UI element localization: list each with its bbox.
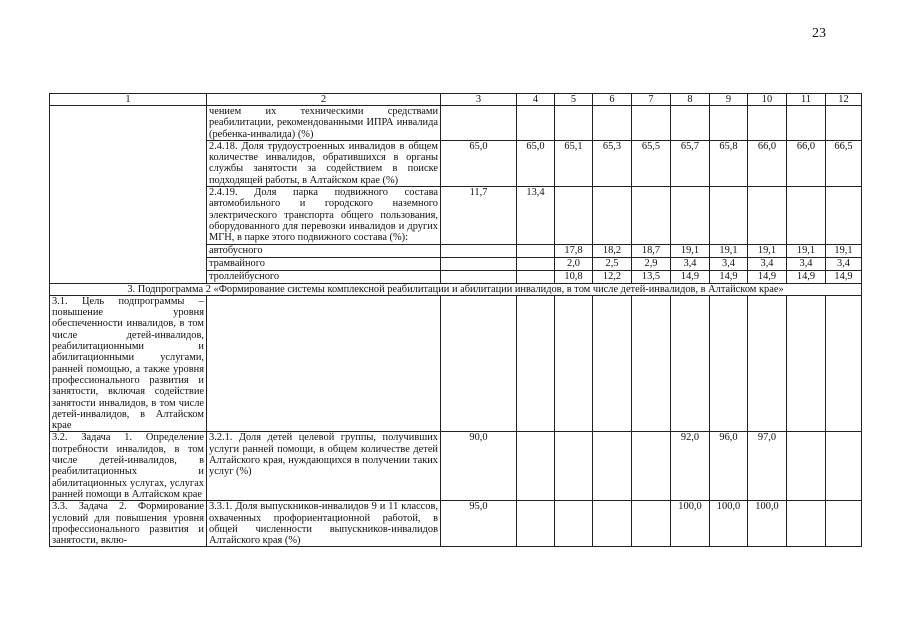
value-cell: [787, 501, 826, 547]
value-cell: 92,0: [671, 432, 710, 501]
value-cell: 90,0: [441, 432, 517, 501]
header-cell: 7: [632, 94, 671, 106]
header-cell: 8: [671, 94, 710, 106]
value-cell: 100,0: [671, 501, 710, 547]
value-cell: [632, 295, 671, 432]
value-cell: 66,5: [826, 140, 862, 186]
header-cell: 3: [441, 94, 517, 106]
section-row: [50, 283, 862, 295]
value-cell: 12,2: [593, 270, 632, 283]
table-row: [50, 432, 862, 501]
value-cell: [632, 187, 671, 244]
value-cell: [441, 295, 517, 432]
value-cell: 65,3: [593, 140, 632, 186]
section-title: 3. Подпрограмма 2 «Формирование системы комплексной реабилитации и абилитации инвалидов, в том числе детей-инвалидов, в Алтайском крае»: [50, 283, 862, 295]
value-cell: 3,4: [787, 257, 826, 270]
value-cell: [632, 432, 671, 501]
empty-goal-cell: [50, 106, 207, 284]
value-cell: 11,7: [441, 187, 517, 244]
value-cell: [826, 295, 862, 432]
header-cell: 4: [517, 94, 555, 106]
value-cell: 65,1: [555, 140, 593, 186]
value-cell: [517, 432, 555, 501]
indicators-table: [49, 93, 862, 547]
value-cell: [632, 106, 671, 141]
value-cell: 13,4: [517, 187, 555, 244]
value-cell: [710, 187, 748, 244]
value-cell: 14,9: [787, 270, 826, 283]
value-cell: 2,5: [593, 257, 632, 270]
value-cell: 97,0: [748, 432, 787, 501]
value-cell: 3,4: [826, 257, 862, 270]
value-cell: [555, 187, 593, 244]
header-row: [50, 94, 862, 106]
header-cell: 6: [593, 94, 632, 106]
value-cell: [787, 295, 826, 432]
header-cell: 12: [826, 94, 862, 106]
header-cell: 1: [50, 94, 207, 106]
table-row: [50, 501, 862, 547]
indicator-cell: чением их техническими средствами реабилитации, рекомендованными ИПРА инвалида (ребенка-инвалида) (%): [207, 106, 441, 141]
value-cell: [517, 501, 555, 547]
value-cell: 3,4: [671, 257, 710, 270]
value-cell: 3,4: [710, 257, 748, 270]
indicator-cell: троллейбусного: [207, 270, 441, 283]
header-cell: 5: [555, 94, 593, 106]
value-cell: 14,9: [826, 270, 862, 283]
value-cell: [555, 106, 593, 141]
value-cell: 65,8: [710, 140, 748, 186]
value-cell: 66,0: [748, 140, 787, 186]
value-cell: 2,9: [632, 257, 671, 270]
indicator-cell: автобусного: [207, 244, 441, 257]
value-cell: [517, 244, 555, 257]
value-cell: [441, 270, 517, 283]
value-cell: [441, 106, 517, 141]
value-cell: [593, 295, 632, 432]
value-cell: 2,0: [555, 257, 593, 270]
value-cell: [593, 106, 632, 141]
header-cell: 9: [710, 94, 748, 106]
value-cell: [593, 501, 632, 547]
value-cell: 19,1: [748, 244, 787, 257]
value-cell: 10,8: [555, 270, 593, 283]
value-cell: 19,1: [710, 244, 748, 257]
task-cell: 3.2. Задача 1. Определение потребности инвалидов, в том числе детей-инвалидов, в реабилитационных и абилитационных услугах, услугах ранней помощи в Алтайском крае: [50, 432, 207, 501]
task-cell: 3.3. Задача 2. Формирование условий для повышения уровня профессионального развития и занятости, вклю-: [50, 501, 207, 547]
value-cell: 19,1: [787, 244, 826, 257]
indicator-cell: 3.2.1. Доля детей целевой группы, получивших услуги ранней помощи, в общем количестве детей Алтайского края, нуждающихся в получении таких услуг (%): [207, 432, 441, 501]
value-cell: 96,0: [710, 432, 748, 501]
page-number: 23: [812, 26, 826, 41]
value-cell: [517, 106, 555, 141]
value-cell: [632, 501, 671, 547]
indicator-cell: 2.4.19. Доля парка подвижного состава автомобильного и городского наземного электрического транспорта общего пользования, оборудованного для перевозки инвалидов и других МГН, в парке этого подвижного состава (%):: [207, 187, 441, 244]
value-cell: [441, 257, 517, 270]
value-cell: [517, 270, 555, 283]
value-cell: 65,0: [517, 140, 555, 186]
value-cell: 3,4: [748, 257, 787, 270]
indicator-cell: [207, 295, 441, 432]
header-cell: 2: [207, 94, 441, 106]
header-cell: 10: [748, 94, 787, 106]
value-cell: [826, 432, 862, 501]
value-cell: [748, 106, 787, 141]
value-cell: [517, 295, 555, 432]
value-cell: 18,7: [632, 244, 671, 257]
value-cell: [671, 295, 710, 432]
value-cell: 66,0: [787, 140, 826, 186]
value-cell: [787, 187, 826, 244]
value-cell: 19,1: [671, 244, 710, 257]
value-cell: [671, 187, 710, 244]
value-cell: 14,9: [710, 270, 748, 283]
value-cell: 65,7: [671, 140, 710, 186]
value-cell: 95,0: [441, 501, 517, 547]
value-cell: [826, 106, 862, 141]
value-cell: [593, 187, 632, 244]
value-cell: 19,1: [826, 244, 862, 257]
value-cell: 14,9: [748, 270, 787, 283]
value-cell: [710, 295, 748, 432]
value-cell: 18,2: [593, 244, 632, 257]
indicator-cell: 2.4.18. Доля трудоустроенных инвалидов в общем количестве инвалидов, обратившихся в органы службы занятости за содействием в поиске подходящей работы, в Алтайском крае (%): [207, 140, 441, 186]
value-cell: [441, 244, 517, 257]
value-cell: [555, 432, 593, 501]
value-cell: [517, 257, 555, 270]
value-cell: 13,5: [632, 270, 671, 283]
value-cell: 100,0: [748, 501, 787, 547]
value-cell: 65,5: [632, 140, 671, 186]
value-cell: [748, 295, 787, 432]
value-cell: 100,0: [710, 501, 748, 547]
value-cell: [555, 295, 593, 432]
value-cell: [826, 501, 862, 547]
indicator-cell: 3.3.1. Доля выпускников-инвалидов 9 и 11 классов, охваченных профориентационной работой, в общей численности выпускников-инвалидов Алтайского края (%): [207, 501, 441, 547]
value-cell: [748, 187, 787, 244]
value-cell: [593, 432, 632, 501]
value-cell: [826, 187, 862, 244]
value-cell: [555, 501, 593, 547]
value-cell: 65,0: [441, 140, 517, 186]
value-cell: [710, 106, 748, 141]
goal-cell: 3.1. Цель подпрограммы – повышение уровня обеспеченности инвалидов, в том числе детей-инвалидов, реабилитационными и абилитационными услугами, ранней помощью, а также уровня профессионального развития и занятости, включая содействие занятости инвалидов, в том числе детей-инвалидов, в Алтайском крае: [50, 295, 207, 432]
value-cell: [787, 106, 826, 141]
indicator-cell: трамвайного: [207, 257, 441, 270]
table-row: [50, 106, 862, 141]
value-cell: [787, 432, 826, 501]
value-cell: 17,8: [555, 244, 593, 257]
value-cell: 14,9: [671, 270, 710, 283]
table-row: [50, 295, 862, 432]
header-cell: 11: [787, 94, 826, 106]
value-cell: [671, 106, 710, 141]
